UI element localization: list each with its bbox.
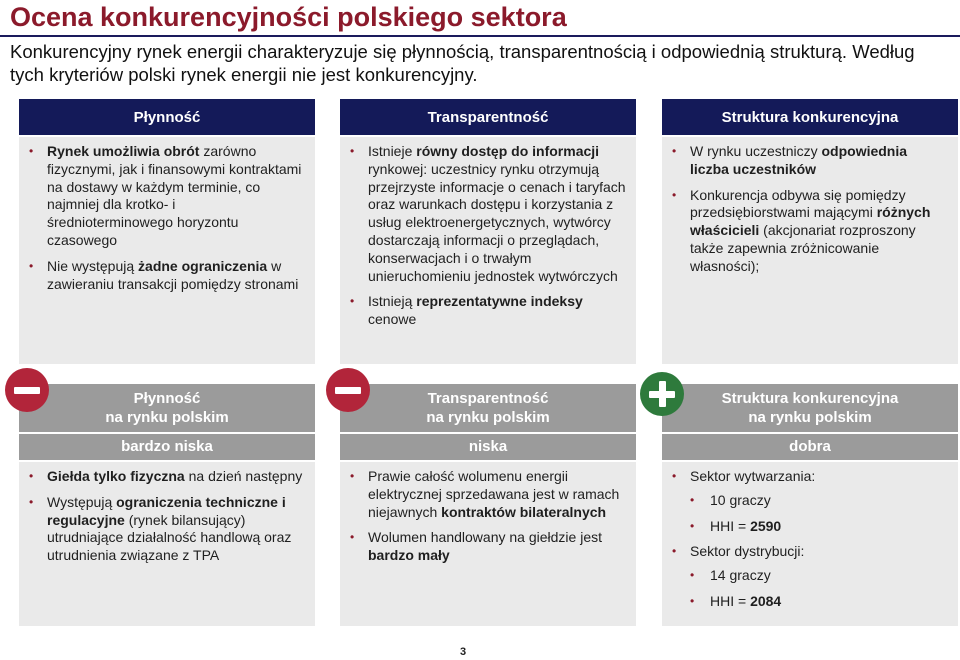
minus-icon (326, 368, 370, 412)
assessment-header-liquidity (19, 384, 315, 460)
assessment-rating: bardzo niska (121, 438, 213, 455)
plus-icon (640, 372, 684, 416)
assessment-title: Struktura konkurencyjna (721, 390, 899, 407)
findings-box-transparency (340, 462, 636, 626)
criteria-box-liquidity (19, 137, 315, 364)
page-title: Ocena konkurencyjności polskiego sektora (10, 2, 567, 32)
column-header-transparency: Transparentność (340, 99, 636, 135)
column-header-liquidity: Płynność (19, 99, 315, 135)
page-number: 3 (460, 646, 467, 658)
assessment-header-structure (662, 384, 958, 460)
assessment-subtitle: na rynku polskim (426, 409, 550, 426)
sub-finding-item: • 14 graczy (690, 567, 948, 585)
finding-item: • Sektor wytwarzania: • 10 graczy • HHI = 2590 (672, 468, 948, 535)
finding-item: • Sektor dystrybucji: • 14 graczy • HHI = 2084 (672, 543, 948, 610)
assessment-title: Transparentność (427, 390, 549, 407)
minus-icon (5, 368, 49, 412)
assessment-subtitle: na rynku polskim (748, 409, 872, 426)
finding-item: • Giełda tylko fizyczna na dzień następny (29, 468, 305, 486)
findings-box-structure (662, 462, 958, 626)
criteria-item: • W rynku uczestniczy odpowiednia liczba uczestników (672, 143, 948, 179)
criteria-item: • Konkurencja odbywa się pomiędzy przedsiębiorstwami mającymi różnych właścicieli (akcjonariat rozproszony także zapewnia zróżnicowanie własności); (672, 187, 948, 276)
finding-item: • Występują ograniczenia techniczne i regulacyjne (rynek bilansujący) utrudniające działalność handlową oraz utrudnienia związane z TPA (29, 494, 305, 565)
criteria-box-structure (662, 137, 958, 364)
title-divider (0, 35, 960, 37)
assessment-title: Płynność (133, 390, 201, 407)
criteria-item: • Istnieje równy dostęp do informacji rynkowej: uczestnicy rynku otrzymują przejrzyste informacje o cenach i taryfach oraz warunkach dostępu i korzystania z usług elektroenergetycznych, wytwórcy dostarczają informacji o przeglądach, konserwacjach i o trwałym unieruchomieniu jednostek wytwórczych (350, 143, 626, 285)
finding-item: • Wolumen handlowany na giełdzie jest bardzo mały (350, 529, 626, 565)
sub-finding-item: • HHI = 2084 (690, 593, 948, 611)
assessment-rating: niska (468, 438, 508, 455)
page-subtitle: Konkurencyjny rynek energii charakteryzuje się płynnością, transparentnością i odpowiednią strukturą. Według tych kryteriów polski rynek energii nie jest konkurencyjny. (10, 41, 915, 85)
findings-box-liquidity (19, 462, 315, 626)
criteria-item: • Istnieją reprezentatywne indeksy cenowe (350, 293, 626, 329)
assessment-header-transparency (340, 384, 636, 460)
assessment-subtitle: na rynku polskim (105, 409, 229, 426)
finding-item: • Prawie całość wolumenu energii elektrycznej sprzedawana jest w ramach niejawnych kontraktów bilateralnych (350, 468, 626, 521)
sub-finding-item: • 10 graczy (690, 492, 948, 510)
criteria-item: • Rynek umożliwia obrót zarówno fizycznymi, jak i finansowymi kontraktami na dostawy w każdym terminie, co najmniej dla krotko- i średnioterminowego horyzontu czasowego (29, 143, 305, 250)
assessment-rating: dobra (789, 438, 831, 455)
criteria-item: • Nie występują żadne ograniczenia w zawieraniu transakcji pomiędzy stronami (29, 258, 305, 294)
sub-finding-item: • HHI = 2590 (690, 518, 948, 536)
criteria-box-transparency (340, 137, 636, 364)
column-header-structure: Struktura konkurencyjna (662, 99, 958, 135)
